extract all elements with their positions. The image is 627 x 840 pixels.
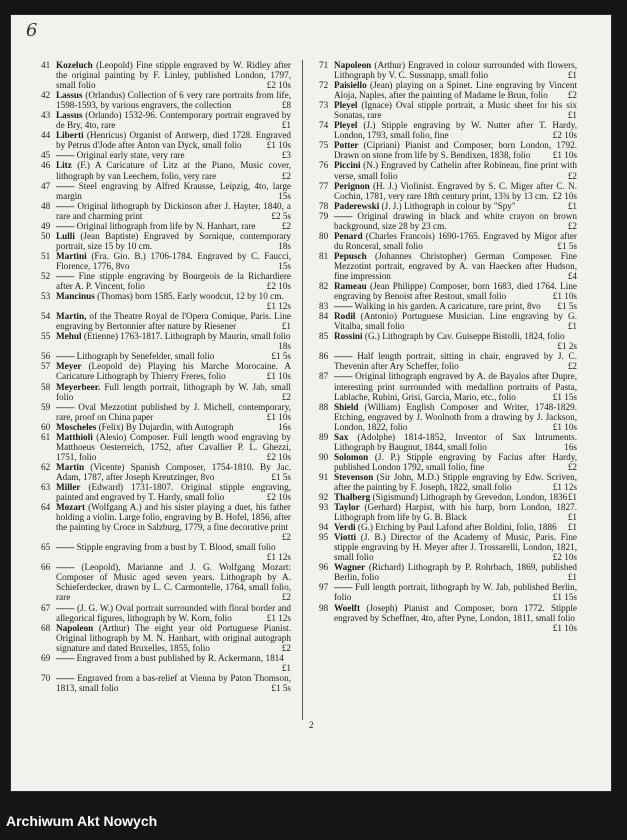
entry-price: £1 5s — [557, 301, 577, 312]
catalogue-entry — [41, 201, 291, 221]
column-divider — [302, 60, 303, 720]
entry-description: (Sigismund) Lithograph by Grevedon, London, 1836 — [370, 492, 568, 503]
left-column — [41, 60, 291, 693]
entry-price: £1 — [567, 110, 577, 121]
catalogue-entry — [319, 160, 577, 180]
catalogue-entry — [41, 422, 291, 432]
catalogue-entry — [41, 562, 291, 602]
entry-name: Martini — [56, 250, 87, 261]
entry-number: 78 — [319, 200, 329, 211]
entry-number: 95 — [319, 532, 329, 543]
entry-name: Penard — [334, 230, 363, 241]
entry-number: 51 — [41, 250, 51, 261]
entry-number: 87 — [319, 371, 329, 382]
entry-price: £1 10s — [552, 291, 577, 302]
entry-number: 47 — [41, 180, 51, 191]
entry-number: 52 — [41, 270, 51, 281]
entry-number: 92 — [319, 492, 329, 503]
entry-name: —— — [56, 180, 75, 191]
entry-description: Original lithograph engraved by A. de Bayalos after Dupre, interesting print surrounded with medallion portraits of Pasta, Lablache, Rubini, Grisi, Garcia, Mario, etc., folio — [334, 371, 577, 402]
entry-number: 44 — [41, 130, 51, 141]
entry-name: —— — [56, 150, 75, 161]
entry-price: £1 10s — [266, 411, 291, 422]
handwritten-page-mark: 6 — [26, 20, 38, 41]
entry-description: (Fra. Gio. B.) 1706-1784. Engraved by C. Faucci, Florence, 1776, 8vo — [56, 250, 291, 271]
entry-description: (Arthur) Engraved in colour surrounded with flowers, Lithograph by V. C. Sussnapp, small folio — [334, 60, 577, 81]
entry-number: 80 — [319, 230, 329, 241]
entry-name: —— — [334, 371, 353, 382]
entry-name: Woelft — [334, 602, 361, 613]
entry-price: £2 — [567, 220, 577, 231]
catalogue-entry — [41, 603, 291, 623]
catalogue-entry — [41, 110, 291, 130]
entry-price: £1 — [281, 120, 291, 131]
entry-number: 43 — [41, 110, 51, 121]
entry-name: Mancinus — [56, 291, 95, 302]
entry-description: (Johannes Christopher) German Composer. Fine Mezzotint portrait, engraved by A. van Haecken after Hudson, fine impression — [334, 250, 577, 281]
page-number: 2 — [309, 720, 314, 730]
catalogue-entry — [319, 311, 577, 331]
entry-name: —— — [56, 270, 75, 281]
entry-description: (Leopold) Fine stipple engraved by W. Ridley after the original painting by F. Linley, published London, 1797, small folio — [56, 60, 291, 91]
right-column — [319, 60, 577, 633]
entry-price: £1 — [567, 492, 577, 503]
entry-price: £2 10s — [266, 492, 291, 503]
entry-description: (Felix) By Dujardin, with Autograph — [96, 421, 234, 432]
entry-name: Mozart — [56, 502, 86, 513]
entry-description: (J. P.) Stipple engraving by Facius after Hardy, published London 1792, small folio, fine — [334, 451, 577, 472]
catalogue-entry — [319, 492, 577, 502]
entry-description: (F.) A Caricature of Litz at the Piano, Music cover, lithograph by van Leechem, folio, very rare — [56, 160, 291, 181]
entry-number: 53 — [41, 291, 51, 302]
entry-description: Engraved from a bas-relief at Vienna by Paton Thomson, 1813, small folio — [56, 672, 291, 693]
entry-name: Solomon — [334, 451, 369, 462]
entry-description: (Cipriani) Pianist and Composer, born London, 1792. Drawn on stone from life by S. Bendixen, 1838, folio — [334, 140, 577, 161]
entry-price: £1 — [281, 662, 291, 673]
entry-price: £2 10s — [266, 281, 291, 292]
entry-price: £1 10s — [266, 371, 291, 382]
entry-price: £1 — [567, 572, 577, 583]
entry-description: (Edward) 1731-1807. Original stipple engraving, painted and engraved by T. Hardy, small folio — [56, 481, 291, 503]
entry-number: 41 — [41, 60, 51, 70]
catalogue-entry — [41, 271, 291, 291]
entry-number: 48 — [41, 200, 51, 211]
entry-description: (Orlandus) Collection of 6 very rare portraits from life, 1598-1593, by various engravers, the collection — [56, 90, 291, 111]
catalogue-entry — [319, 371, 577, 401]
entry-description: (Sir John, M.D.) Stipple engraving by Edw. Scriven, after the painting by F. Joseph, 1822, small folio — [334, 471, 577, 492]
catalogue-entry — [319, 562, 577, 582]
catalogue-entry — [41, 482, 291, 502]
entry-name: Litz — [56, 160, 72, 171]
entry-name: —— — [334, 301, 353, 312]
catalogue-entry — [41, 181, 291, 201]
catalogue-entry — [41, 673, 291, 693]
entry-description: (Thomas) born 1585. Early woodcut, 12 by 10 cm. — [94, 291, 284, 302]
entry-description: Oval Mezzotint published by J. Michell, contemporary, rare, proof on China paper — [56, 401, 291, 422]
entry-description: Stipple engraving from a bust by T. Blood, small folio — [74, 542, 276, 553]
entry-price: £1 12s — [266, 552, 291, 563]
entry-name: Verdi — [334, 522, 356, 533]
entry-description: (J. G. W.) Oval portrait surrounded with floral border and allegorical figures, lithograph by W. Korn, folio — [56, 602, 291, 623]
entry-price: £1 15s — [552, 391, 577, 402]
entry-description: Steel engraving by Alfred Krausse, Leipzig, 4to, large margin — [56, 180, 291, 201]
entry-name: Thalberg — [334, 492, 371, 503]
entry-number: 73 — [319, 100, 329, 111]
entry-number: 81 — [319, 250, 329, 261]
entry-number: 58 — [41, 381, 51, 392]
entry-name: Stevenson — [334, 471, 374, 482]
entry-name: Napoleon — [56, 622, 94, 633]
entry-price: £1 2s — [557, 341, 577, 352]
entry-number: 82 — [319, 281, 329, 292]
entry-number: 86 — [319, 351, 329, 362]
entry-description: (Orlando) 1532-96. Contemporary portrait engraved by de Bry, 4to, rare — [56, 110, 291, 131]
entry-name: Napoleon — [334, 60, 372, 70]
entry-number: 49 — [41, 220, 51, 231]
catalogue-entry — [319, 351, 577, 371]
catalogue-entry — [319, 301, 577, 311]
entry-price: £1 — [281, 321, 291, 332]
entry-price: £1 — [567, 512, 577, 523]
entry-number: 63 — [41, 481, 51, 492]
entry-price: £1 5s — [271, 682, 291, 693]
entry-price: £1 — [567, 70, 577, 81]
entry-name: Moscheles — [56, 421, 97, 432]
entry-price: £1 10s — [266, 140, 291, 151]
entry-name: —— — [56, 602, 75, 613]
entry-number: 74 — [319, 120, 329, 131]
entry-price: £4 — [567, 270, 577, 281]
catalogue-entry — [41, 130, 291, 150]
entry-name: Rodil — [334, 311, 356, 322]
entry-number: 71 — [319, 60, 329, 70]
catalogue-entry — [319, 231, 577, 251]
entry-name: Wagner — [334, 562, 366, 573]
entry-name: —— — [56, 542, 75, 553]
entry-number: 69 — [41, 652, 51, 663]
entry-description: (Alesio) Composer. Full length wood engraving by Matthoeus Oesterreich, 1752, after Cavallier P. L. Ghezzi, 1751, folio — [56, 431, 291, 462]
catalogue-entry — [41, 231, 291, 251]
entry-name: Potter — [334, 140, 359, 151]
entry-description: (Leopold), Marianne and J. G. Wolfgang Mozart: Composer of Music aged seven years. Lithograph by A. Schieferdecker, drawn by L. C. Carmontelle, 1764, small folio, rare — [56, 562, 291, 603]
entry-name: Martin, — [56, 311, 87, 322]
entry-number: 94 — [319, 522, 329, 533]
catalogue-entry — [319, 281, 577, 301]
entry-number: 85 — [319, 331, 329, 342]
entry-name: Liberti — [56, 130, 84, 141]
catalogue-entry — [41, 653, 291, 673]
catalogue-entry — [319, 60, 577, 80]
entry-description: of the Theatre Royal de l'Opera Comique, Paris. Line engraving by Bertonnier after nature by Riesener — [56, 311, 291, 332]
entry-price: £2 10s — [266, 451, 291, 462]
entry-description: (G.) Etching by Paul Lafond after Boldini, folio, 1886 — [355, 522, 557, 533]
entry-price: £2 — [281, 220, 291, 231]
entry-price: £1 — [567, 522, 577, 533]
entry-description: (Richard) Lithograph by P. Rohrbach, 1869, published Berlin, folio — [334, 562, 577, 583]
entry-description: Original drawing in black and white crayon on brown background, size 28 by 23 cm. — [334, 210, 577, 231]
entry-description: (J. B.) Director of the Academy of Music, Paris. Fine stipple engraving by H. Meyer after J. Trossarelli, London, 1821, small folio — [334, 532, 577, 563]
entry-description: Full length portrait, lithograph by W. Jab, small folio — [56, 381, 291, 402]
entry-description: (J. J.) Lithograph in colour by "Spy" — [379, 200, 516, 211]
catalogue-entry — [41, 160, 291, 180]
entry-number: 59 — [41, 401, 51, 412]
entry-number: 89 — [319, 431, 329, 442]
entry-name: Matthioli — [56, 431, 93, 442]
entry-name: —— — [56, 220, 75, 231]
entry-price: 15s — [278, 190, 291, 201]
catalogue-entry — [319, 120, 577, 140]
entry-description: (Gerhard) Harpist, with his harp, born London, 1827. Lithograph from life by G. B. Black — [334, 502, 577, 523]
entry-description: (Etienne) 1763-1817. Lithograph by Maurin, small folio — [81, 331, 291, 342]
catalogue-entry — [41, 221, 291, 231]
entry-description: Original lithograph by Dickinson after J. Hayter, 1840, a rare and charming print — [56, 200, 291, 221]
catalogue-entry — [319, 452, 577, 472]
entry-description: Fine stipple engraving by Bourgeois de la Richardiere after A. P. Vincent, folio — [56, 270, 291, 292]
catalogue-entry — [41, 432, 291, 462]
catalogue-entry — [41, 542, 291, 562]
entry-name: Rossini — [334, 331, 363, 342]
catalogue-entry — [319, 532, 577, 562]
entry-description: (William) English Composer and Writer, 1748-1829. Etching, engraved by J. Woolnoth from a drawing by J. Jackson, London, 1822, folio — [334, 401, 577, 432]
entry-number: 45 — [41, 150, 51, 161]
entry-price: £1 — [567, 321, 577, 332]
entry-price: £2 — [281, 642, 291, 653]
entry-number: 83 — [319, 301, 329, 312]
entry-name: Martin — [56, 461, 85, 472]
entry-name: —— — [334, 582, 353, 593]
entry-name: Pepusch — [334, 250, 367, 261]
catalogue-entry — [41, 361, 291, 381]
entry-number: 96 — [319, 562, 329, 573]
entry-name: Perignon — [334, 180, 370, 191]
catalogue-entry — [319, 80, 577, 100]
entry-price: £1 5s — [271, 471, 291, 482]
entry-number: 57 — [41, 361, 51, 372]
entry-name: Mehul — [56, 331, 82, 342]
entry-number: 70 — [41, 672, 51, 683]
entry-number: 77 — [319, 180, 329, 191]
entry-description: (Jean Philippe) Composer, born 1683, died 1764. Line engraving by Benoist after Restout, small folio — [334, 281, 577, 302]
catalogue-entry — [319, 603, 577, 633]
catalogue-entry — [319, 582, 577, 602]
archive-footer — [0, 804, 627, 840]
entry-description: (Arthur) The eight year old Portuguese Pianist. Original lithograph by M. N. Hanhart, with original autograph signature and dated Bruxelles, 1855, folio — [56, 622, 291, 653]
entry-name: —— — [334, 210, 353, 221]
entry-number: 68 — [41, 622, 51, 633]
entry-name: Taylor — [334, 502, 360, 513]
entry-name: —— — [56, 652, 75, 663]
entry-price: £2 — [567, 170, 577, 181]
catalogue-entry — [319, 201, 577, 211]
entry-name: —— — [334, 351, 353, 362]
entry-price: £1 12s — [266, 301, 291, 312]
entry-price: £1 12s — [266, 612, 291, 623]
entry-name: —— — [56, 200, 75, 211]
entry-number: 97 — [319, 582, 329, 593]
entry-description: (Antonio) Portuguese Musician. Line engraving by G. Vitalba, small folio — [334, 311, 577, 332]
entry-price: £2 10s — [266, 80, 291, 91]
catalogue-page — [10, 14, 612, 792]
entry-name: Paisiello — [334, 80, 367, 91]
catalogue-entry — [319, 331, 577, 351]
entry-name: —— — [56, 351, 75, 362]
entry-name: Lassus — [56, 90, 83, 101]
entry-description: Lithograph by Senefelder, small folio — [74, 351, 215, 362]
entry-price: £1 — [567, 200, 577, 211]
entry-description: Engraved from a bust published by R. Ackermann, 1814 — [74, 652, 284, 663]
entry-price: 15s — [278, 260, 291, 271]
catalogue-entry — [319, 432, 577, 452]
entry-name: —— — [56, 401, 75, 412]
entry-name: Sax — [334, 431, 349, 442]
entry-price: £2 — [567, 90, 577, 101]
entry-price: £3 — [281, 150, 291, 161]
catalogue-entry — [41, 251, 291, 271]
entry-number: 42 — [41, 90, 51, 101]
entry-price: £1 15s — [552, 592, 577, 603]
entry-number: 54 — [41, 311, 51, 322]
entry-number: 66 — [41, 562, 51, 573]
entry-name: Piccini — [334, 160, 361, 171]
entry-price: £2 — [281, 391, 291, 402]
entry-description: (Wolfgang A.) and his sister playing a duet, his father holding a violin. Large folio, engraving by B. Hofel, 1856, after the painting by Croce in Salzburg, 1779, a fine decorative print — [56, 502, 291, 533]
entry-number: 75 — [319, 140, 329, 151]
entry-name: Lulli — [56, 230, 75, 241]
entry-description: (N.) Engraved by Cathelin after Robineau, fine print with verse, small folio — [334, 160, 577, 181]
catalogue-entry — [319, 522, 577, 532]
entry-description: (Joseph) Pianist and Composer, born 1772. Stipple engraved by Scheffner, 4to, after Pyne, London, 1811, small folio — [334, 602, 577, 623]
entry-number: 91 — [319, 471, 329, 482]
catalogue-entry — [319, 211, 577, 231]
entry-name: Meyerbeer. — [56, 381, 101, 392]
entry-price: £1 5s — [557, 240, 577, 251]
entry-description: (G.) Lithograph by Cav. Guiseppe Bistolli, 1824, folio — [362, 331, 565, 342]
entry-number: 72 — [319, 80, 329, 91]
catalogue-entry — [41, 90, 291, 110]
entry-name: Viotti — [334, 532, 357, 543]
entry-price: £1 12s — [552, 481, 577, 492]
entry-price: £2 — [567, 361, 577, 372]
catalogue-entry — [319, 402, 577, 432]
entry-description: Original lithograph from life by N. Hanhart, rare — [74, 220, 256, 231]
entry-number: 55 — [41, 331, 51, 342]
entry-number: 98 — [319, 602, 329, 613]
entry-price: £2 — [281, 592, 291, 603]
catalogue-entry — [41, 60, 291, 90]
entry-number: 79 — [319, 210, 329, 221]
entry-name: Rameau — [334, 281, 367, 292]
entry-description: Walking in his garden. A caricature, rare print, 8vo — [352, 301, 541, 312]
entry-number: 93 — [319, 502, 329, 513]
entry-price: £2 — [281, 170, 291, 181]
entry-description: (Adolphe) 1814-1852, Inventor of Sax Intruments. Lithograph by Baugnut, 1844, small folio — [334, 431, 577, 452]
entry-price: £2 — [567, 461, 577, 472]
entry-price: £2 — [281, 532, 291, 543]
entry-number: 84 — [319, 311, 329, 322]
entry-name: Meyer — [56, 361, 82, 372]
entry-name: Kozeluch — [56, 60, 93, 70]
entry-description: (H. J.) Violinist. Engraved by S. C. Miger after C. N. Cochin, 1781, very rare 18th century print, 13¾ by 13 cm. — [334, 180, 577, 201]
catalogue-entry — [319, 140, 577, 160]
catalogue-entry — [41, 402, 291, 422]
entry-name: Pleyel — [334, 100, 358, 111]
catalogue-entry — [41, 382, 291, 402]
catalogue-entry — [319, 181, 577, 201]
catalogue-entry — [41, 623, 291, 653]
catalogue-entry — [41, 311, 291, 331]
entry-number: 76 — [319, 160, 329, 171]
entry-price: £1 5s — [271, 351, 291, 362]
entry-price: £8 — [281, 100, 291, 111]
entry-price: £1 10s — [552, 150, 577, 161]
entry-number: 46 — [41, 160, 51, 171]
entry-name: Shield — [334, 401, 359, 412]
entry-price: 18s — [278, 341, 291, 352]
entry-number: 61 — [41, 431, 51, 442]
catalogue-entry — [41, 331, 291, 351]
entry-description: (Charles Francois) 1690-1765. Engraved by Migor after du Ronceral, small folio — [334, 230, 577, 251]
entry-price: £2 10s — [552, 130, 577, 141]
catalogue-entry — [41, 150, 291, 160]
entry-description: Half length portrait, sitting in chair, engraved by J. C. Thevenin after Ary Scheffer, folio — [334, 351, 577, 372]
entry-description: Full length portrait, lithograph by W. Jab, published Berlin, folio — [334, 582, 577, 603]
entry-description: (Henricus) Organist of Antwerp, died 1728. Engraved by Petrus d'Jode after Anton van Dyck, small folio — [56, 130, 291, 151]
catalogue-entry — [41, 462, 291, 482]
entry-name: —— — [56, 672, 75, 683]
catalogue-entry — [319, 502, 577, 522]
entry-price: £2 5s — [271, 210, 291, 221]
catalogue-entry — [41, 291, 291, 311]
entry-number: 56 — [41, 351, 51, 362]
entry-price: 16s — [564, 441, 577, 452]
entry-name: —— — [56, 562, 75, 573]
entry-price: £2 10s — [552, 552, 577, 563]
entry-description: (Ignace) Oval stipple portrait, a Music sheet for his six Sonatas, rare — [334, 100, 577, 121]
entry-price: £2 10s — [552, 190, 577, 201]
catalogue-entry — [41, 351, 291, 361]
entry-price: 18s — [278, 240, 291, 251]
entry-name: Lassus — [56, 110, 83, 121]
entry-price: 16s — [278, 421, 291, 432]
entry-description: (J.) Stipple engraving by W. Nutter after T. Hardy, London, 1793, small folio, fine — [334, 120, 577, 141]
entry-name: Pleyel — [334, 120, 358, 131]
entry-number: 88 — [319, 401, 329, 412]
catalogue-entry — [319, 472, 577, 492]
entry-description: Original early state, very rare — [74, 150, 185, 161]
entry-price: £1 10s — [552, 421, 577, 432]
entry-description: (Jean) playing on a Spinet. Line engraving by Vincent Aloja, Naples, after the painting of Madame le Brun, folio — [334, 80, 577, 101]
entry-number: 62 — [41, 461, 51, 472]
entry-number: 65 — [41, 542, 51, 553]
entry-number: 67 — [41, 602, 51, 613]
entry-description: (Jean Baptiste) Engraved by Sornique, contemporary portrait, size 15 by 10 cm. — [56, 230, 291, 251]
catalogue-entry — [319, 100, 577, 120]
entry-description: (Vicente) Spanish Composer, 1754-1810. By Jac. Adam, 1787, after Joseph Kreutzinger, 8vo — [56, 461, 291, 482]
entry-name: Miller — [56, 481, 81, 492]
entry-description: (Leopold de) Playing his Marche Morocaine. A Caricature Lithograph by Thierry Freres, folio — [56, 361, 291, 382]
entry-price: £1 10s — [552, 622, 577, 633]
archive-label: Archiwum Akt Nowych — [6, 813, 158, 829]
entry-number: 64 — [41, 502, 51, 513]
entry-number: 60 — [41, 421, 51, 432]
entry-name: Paderewski — [334, 200, 380, 211]
entry-number: 90 — [319, 451, 329, 462]
entry-number: 50 — [41, 230, 51, 241]
catalogue-entry — [319, 251, 577, 281]
catalogue-entry — [41, 502, 291, 542]
